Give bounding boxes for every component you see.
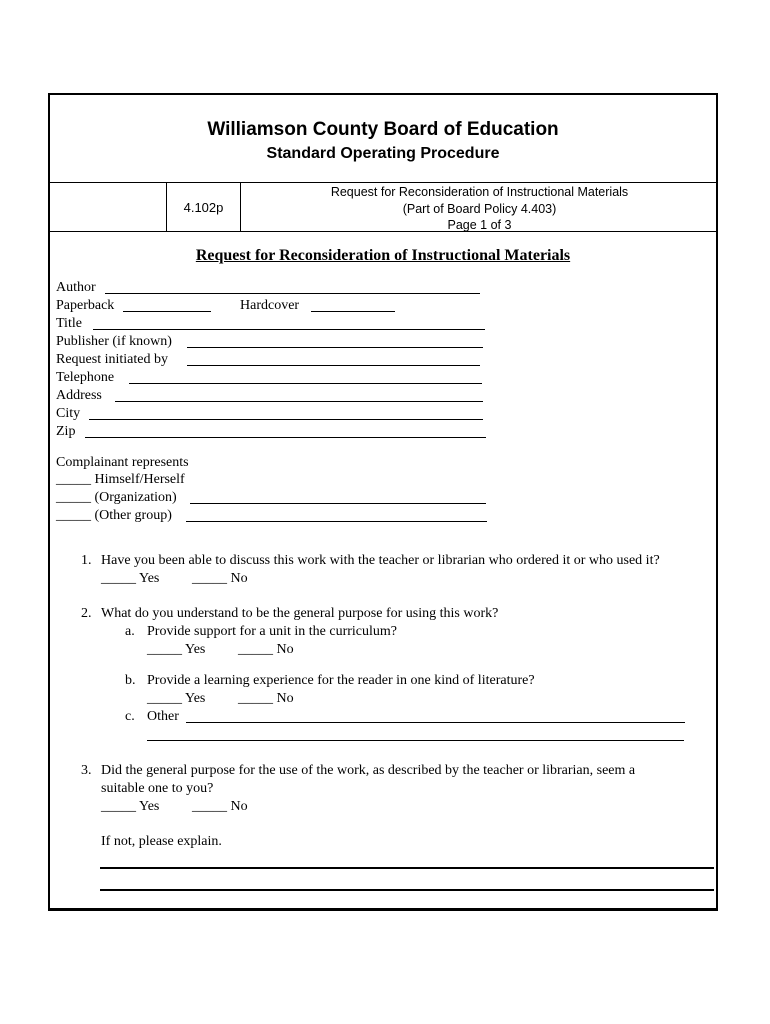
sop-subtitle: Standard Operating Procedure: [266, 145, 500, 162]
paperback-label: Paperback: [56, 298, 115, 313]
q2-text: What do you understand to be the general purpose for using this work?: [101, 606, 499, 621]
q3-no[interactable]: _____ No: [192, 799, 248, 814]
complainant-label: Complainant represents: [56, 455, 189, 470]
q3-explain-label: If not, please explain.: [101, 834, 222, 849]
q3-text-line2: suitable one to you?: [101, 781, 214, 796]
complainant-organization[interactable]: _____ (Organization): [56, 490, 177, 505]
sop-desc-line: (Part of Board Policy 4.403): [402, 201, 557, 216]
q2c-letter: c.: [125, 709, 135, 724]
zip-label: Zip: [56, 424, 76, 439]
zip-field[interactable]: [85, 437, 486, 438]
sop-desc-line: Request for Reconsideration of Instructional Materials: [330, 185, 629, 199]
organization-field[interactable]: [190, 503, 486, 504]
author-label: Author: [56, 280, 96, 295]
q1-number: 1.: [81, 553, 92, 568]
q2c-field-line2[interactable]: [147, 740, 684, 741]
q2a-yes[interactable]: _____ Yes: [147, 642, 206, 657]
q1-text: Have you been able to discuss this work with the teacher or librarian who ordered it or who used it?: [101, 553, 660, 568]
q2c-text: Other: [147, 709, 179, 724]
complainant-self[interactable]: _____ Himself/Herself: [56, 472, 185, 487]
q2b-text: Provide a learning experience for the reader in one kind of literature?: [147, 673, 535, 688]
request-initiated-field[interactable]: [187, 365, 480, 366]
publisher-label: Publisher (if known): [56, 334, 172, 349]
q2a-no[interactable]: _____ No: [238, 642, 294, 657]
publisher-field[interactable]: [187, 347, 483, 348]
page-number: Page 1 of 3: [447, 218, 512, 232]
q2c-field[interactable]: [186, 722, 685, 723]
other-group-field[interactable]: [186, 521, 487, 522]
telephone-label: Telephone: [56, 370, 115, 385]
q3-yes[interactable]: _____ Yes: [101, 799, 160, 814]
sop-description: [241, 184, 718, 234]
header-box: [50, 95, 716, 183]
q1-no[interactable]: _____ No: [192, 571, 248, 586]
q3-text-line1: Did the general purpose for the use of the work, as described by the teacher or librarian, seem a: [101, 763, 636, 778]
hardcover-label: Hardcover: [240, 298, 300, 313]
address-field[interactable]: [115, 401, 483, 402]
address-label: Address: [56, 388, 102, 403]
paperback-field[interactable]: [123, 311, 211, 312]
telephone-field[interactable]: [129, 383, 482, 384]
hardcover-field[interactable]: [311, 311, 395, 312]
q3-number: 3.: [81, 763, 92, 778]
q2b-yes[interactable]: _____ Yes: [147, 691, 206, 706]
q1-yes[interactable]: _____ Yes: [101, 571, 160, 586]
q2b-no[interactable]: _____ No: [238, 691, 294, 706]
sop-number: 4.102p: [183, 200, 224, 215]
title-field[interactable]: [93, 329, 485, 330]
org-title: Williamson County Board of Education: [207, 119, 559, 140]
city-label: City: [56, 406, 81, 421]
form-title: Request for Reconsideration of Instructional Materials: [195, 247, 571, 264]
city-field[interactable]: [89, 419, 483, 420]
title-label: Title: [56, 316, 82, 331]
q2a-letter: a.: [125, 624, 135, 639]
author-field[interactable]: [105, 293, 480, 294]
complainant-other-group[interactable]: _____ (Other group): [56, 508, 172, 523]
info-row: [50, 182, 716, 232]
request-initiated-label: Request initiated by: [56, 352, 168, 367]
q2-number: 2.: [81, 606, 92, 621]
q3-explain-line-1[interactable]: [100, 867, 714, 869]
q3-explain-line-2[interactable]: [100, 889, 714, 891]
q2a-text: Provide support for a unit in the curriculum?: [147, 624, 397, 639]
q2b-letter: b.: [125, 673, 136, 688]
